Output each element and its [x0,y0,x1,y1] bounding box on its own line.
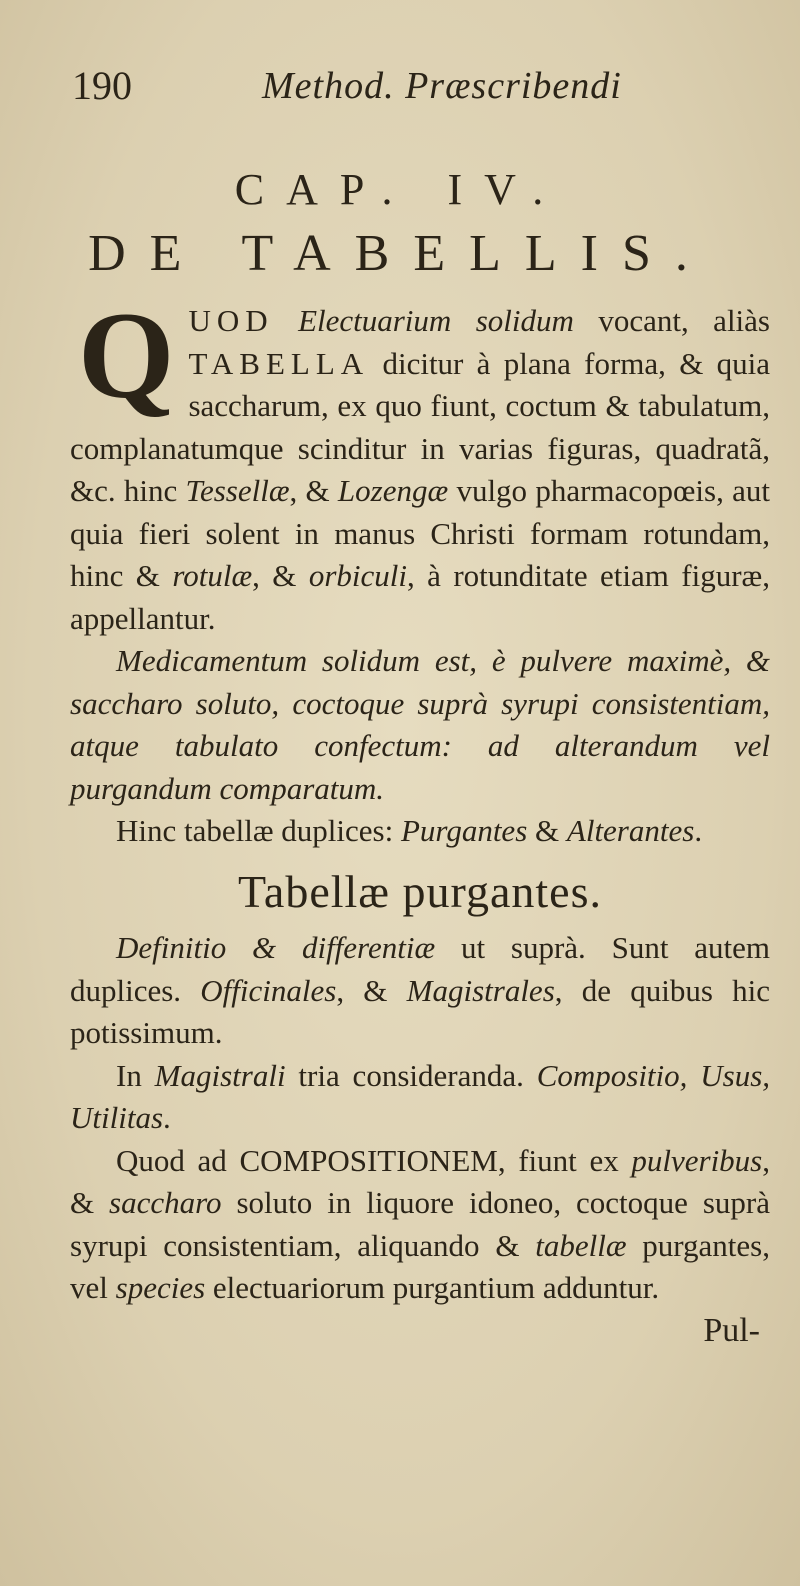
paragraph-magistral: In Magistrali tria consideranda. Compositio, Usus, Utilitas. [70,1057,771,1135]
chapter-number: CAP. IV. [234,165,566,214]
page-header [72,62,740,122]
section-subheading: Tabellæ purgantes. [238,865,602,917]
running-title: Method. Præscribendi [262,65,622,107]
paragraph-composition: Quod ad COMPOSITIONEM, fiunt ex pulveribus, & saccharo soluto in liquore idoneo, coctoque suprà syrupi consistentiam, aliquando & tabellæ purgantes, vel species electuariorum purgantium adduntur. [70,1142,770,1305]
body-text [70,287,771,1352]
paragraph-intro: QUOD Electuarium solidum vocant, aliàs TABELLA dicitur à plana forma, & quia saccharum, ex quo fiunt, coctum & tabulatum, complanatumque scinditur in varias figuras, quadratã, &c. hinc Tessellæ, & Lozengæ vulgo pharmacopœis, aut quia fieri solent in manus Christi formam rotundam, hinc & rotulæ, & orbiculi, à rotunditate etiam figuræ, appellantur. [70,287,771,636]
paragraph-types: Hinc tabellæ duplices: Purgantes & Alterantes. [116,813,703,848]
paragraph-definition: Medicamentum solidum est, è pulvere maximè, & saccharo soluto, coctoque suprà syrupi consistentiam, atque tabulato confectum: ad alterandum vel purgandum comparatum. [70,643,770,806]
page-number: 190 [72,63,132,108]
catchword: Pul- [703,1311,760,1349]
chapter-title: DE TABELLIS. [88,225,712,282]
paragraph-officinal: Definitio & differentiæ ut suprà. Sunt autem duplices. Officinales, & Magistrales, de quibus hic potissimum. [70,930,771,1050]
drop-cap: Q [78,287,175,424]
